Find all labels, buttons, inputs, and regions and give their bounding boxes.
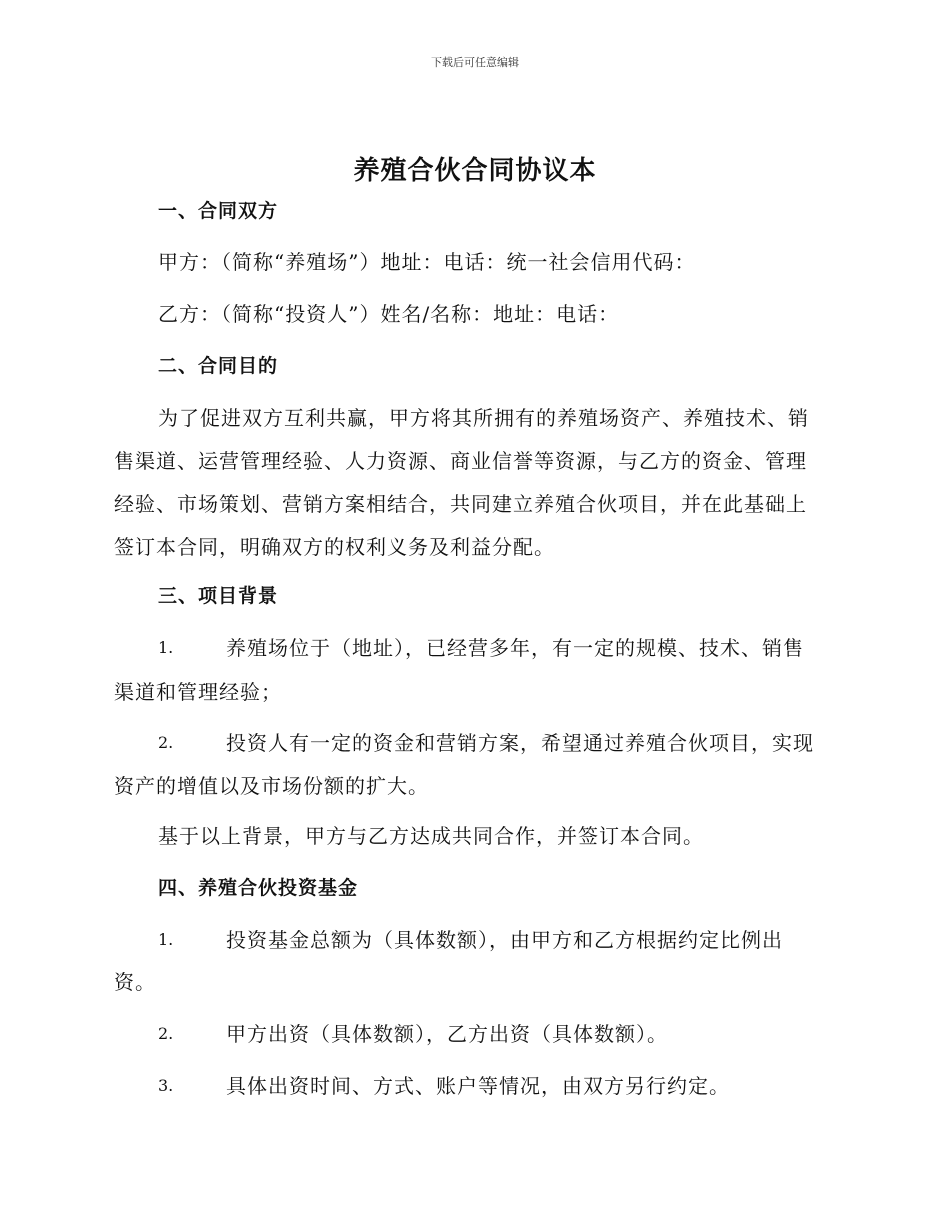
- party-a-line: 甲方：（简称“养殖场”）地址：电话：统一社会信用代码：: [158, 250, 696, 274]
- fund-item-2-line-1: 甲方出资（具体数额），乙方出资（具体数额）。: [226, 1022, 668, 1046]
- purpose-line-3: 经验、市场策划、营销方案相结合，共同建立养殖合伙项目，并在此基础上: [114, 492, 807, 516]
- section-heading-background: 三、项目背景: [158, 585, 279, 607]
- list-number: 2.: [158, 733, 174, 752]
- background-item-2-line-2: 资产的增值以及市场份额的扩大。: [114, 774, 429, 798]
- background-closing: 基于以上背景，甲方与乙方达成共同合作，并签订本合同。: [158, 824, 704, 848]
- page-header-note: 下载后可任意编辑: [431, 56, 519, 69]
- list-number: 1.: [158, 930, 174, 949]
- fund-item-3-line-1: 具体出资时间、方式、账户等情况，由双方另行约定。: [226, 1074, 730, 1098]
- background-item-1-line-2: 渠道和管理经验；: [114, 680, 282, 704]
- party-b-line: 乙方：（简称“投资人”）姓名/名称：地址：电话：: [158, 302, 620, 326]
- list-number: 1.: [158, 638, 174, 657]
- section-heading-investment-fund: 四、养殖合伙投资基金: [158, 877, 359, 899]
- background-item-1-line-1: 养殖场位于（地址），已经营多年，有一定的规模、技术、销售: [226, 636, 804, 660]
- document-title: 养殖合伙合同协议本: [353, 156, 597, 186]
- section-heading-purpose: 二、合同目的: [158, 355, 279, 377]
- list-number: 2.: [158, 1024, 174, 1043]
- list-number: 3.: [158, 1076, 174, 1095]
- purpose-line-1: 为了促进双方互利共赢，甲方将其所拥有的养殖场资产、养殖技术、销: [158, 406, 809, 430]
- purpose-line-4: 签订本合同，明确双方的权利义务及利益分配。: [114, 535, 555, 559]
- fund-item-1-line-1: 投资基金总额为（具体数额），由甲方和乙方根据约定比例出: [226, 928, 783, 952]
- purpose-line-2: 售渠道、运营管理经验、人力资源、商业信誉等资源，与乙方的资金、管理: [114, 449, 807, 473]
- section-heading-parties: 一、合同双方: [158, 200, 279, 222]
- background-item-2-line-1: 投资人有一定的资金和营销方案，希望通过养殖合伙项目，实现: [226, 731, 814, 755]
- fund-item-1-line-2: 资。: [114, 970, 156, 994]
